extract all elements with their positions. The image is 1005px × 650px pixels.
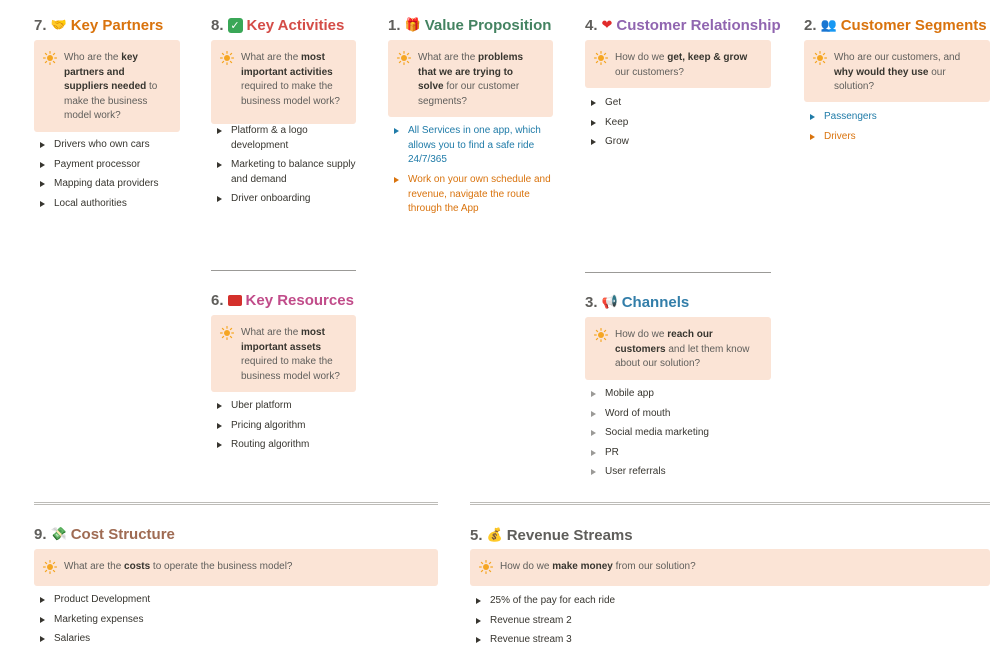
divider: [585, 272, 771, 273]
divider: [211, 270, 356, 271]
list-item: Mapping data providers: [34, 177, 184, 192]
key-activities-list: [211, 124, 356, 212]
lightbulb-icon: [479, 560, 493, 574]
check-mark-icon: ✓: [228, 18, 243, 33]
section-title: Cost Structure: [70, 525, 175, 543]
list-item: Salaries: [34, 632, 438, 647]
divider: [470, 502, 990, 505]
list-item: Grow: [585, 135, 771, 150]
people-icon: 👥: [820, 17, 837, 33]
list-item: Revenue stream 2: [470, 614, 990, 629]
cost-structure-callout: What are the costs to operate the business model?: [34, 549, 438, 586]
revenue-streams-heading: [470, 524, 770, 546]
list-item: Marketing to balance supply and demand: [211, 158, 356, 187]
customer-segments-heading: [804, 14, 1004, 36]
value-proposition-passengers-list: [388, 124, 553, 173]
toolbox-icon: [228, 295, 242, 306]
channels-heading: [585, 291, 775, 313]
section-title: Key Partners: [70, 16, 164, 34]
key-activities-callout: What are the most important activities required to make the business model work?: [211, 40, 356, 124]
cost-structure-heading: [34, 523, 334, 545]
customer-relationship-callout: How do we get, keep & grow our customers?: [585, 40, 771, 88]
value-proposition-callout: What are the problems that we are trying to solve for our customer segments?: [388, 40, 553, 117]
list-item: 25% of the pay for each ride: [470, 594, 990, 609]
lightbulb-icon: [43, 560, 57, 574]
customer-segments-section: [804, 14, 1004, 36]
section-number: 3.: [585, 293, 598, 311]
section-title: Channels: [621, 293, 690, 311]
customer-segments-callout: Who are our customers, and why would they use our solution?: [804, 40, 990, 102]
lightbulb-icon: [220, 51, 234, 65]
key-partners-section: [34, 14, 180, 36]
list-item: Routing algorithm: [211, 438, 356, 453]
list-item: All Services in one app, which allows you to find a safe ride 24/7/365: [388, 124, 553, 168]
lightbulb-icon: [813, 51, 827, 65]
key-resources-callout: What are the most important assets required to make the business model work?: [211, 315, 356, 392]
money-bag-icon: 💰: [486, 527, 503, 543]
list-item: Product Development: [34, 593, 438, 608]
key-activities-section: [211, 14, 361, 36]
channels-callout: How do we reach our customers and let them know about our solution?: [585, 317, 771, 380]
list-item: Local authorities: [34, 197, 184, 212]
channels-list: [585, 387, 771, 485]
revenue-streams-section: [470, 524, 770, 546]
section-number: 1.: [388, 16, 401, 34]
lightbulb-icon: [594, 51, 608, 65]
key-partners-list: [34, 138, 184, 216]
customer-segments-drivers-list: [804, 130, 990, 150]
value-proposition-section: [388, 14, 558, 36]
section-title: Key Activities: [246, 16, 345, 34]
list-item: Pricing algorithm: [211, 419, 356, 434]
key-resources-heading: [211, 289, 361, 311]
section-number: 6.: [211, 291, 224, 309]
revenue-streams-list: [470, 594, 990, 650]
channels-section: [585, 291, 775, 313]
section-title: Customer Relationship: [616, 16, 781, 34]
list-item: Work on your own schedule and revenue, navigate the route through the App: [388, 173, 553, 217]
money-wings-icon: 💸: [50, 526, 67, 542]
list-item: Get: [585, 96, 771, 111]
section-title: Value Proposition: [424, 16, 552, 34]
cost-structure-section: [34, 523, 334, 545]
section-title: Key Resources: [245, 291, 354, 309]
section-number: 8.: [211, 16, 224, 34]
value-proposition-heading: [388, 14, 558, 36]
section-number: 9.: [34, 525, 47, 543]
divider: [34, 502, 438, 505]
list-item: Platform & a logo development: [211, 124, 356, 153]
key-partners-callout: Who are the key partners and suppliers needed to make the business model work?: [34, 40, 180, 132]
customer-relationship-heading: [585, 14, 780, 36]
section-number: 2.: [804, 16, 817, 34]
megaphone-icon: 📢: [601, 294, 618, 310]
key-resources-list: [211, 399, 356, 458]
section-title: Revenue Streams: [506, 526, 633, 544]
list-item: Marketing expenses: [34, 613, 438, 628]
key-activities-heading: [211, 14, 361, 36]
lightbulb-icon: [594, 328, 608, 342]
key-partners-heading: [34, 14, 180, 36]
gift-icon: 🎁: [404, 17, 421, 33]
handshake-icon: 🤝: [50, 17, 67, 33]
lightbulb-icon: [43, 51, 57, 65]
key-resources-section: [211, 289, 361, 311]
section-number: 7.: [34, 16, 47, 34]
list-item: Driver onboarding: [211, 192, 356, 207]
list-item: Passengers: [804, 110, 990, 125]
list-item: Uber platform: [211, 399, 356, 414]
revenue-streams-callout: How do we make money from our solution?: [470, 549, 990, 586]
list-item: Mobile app: [585, 387, 771, 402]
cost-structure-list: [34, 593, 438, 650]
section-number: 5.: [470, 526, 483, 544]
section-title: Customer Segments: [840, 16, 987, 34]
list-item: Word of mouth: [585, 407, 771, 422]
list-item: Drivers: [804, 130, 990, 145]
customer-relationship-section: [585, 14, 780, 36]
customer-segments-passengers-list: [804, 110, 990, 130]
lightbulb-icon: [220, 326, 234, 340]
section-number: 4.: [585, 16, 598, 34]
list-item: User referrals: [585, 465, 771, 480]
list-item: Drivers who own cars: [34, 138, 184, 153]
lightbulb-icon: [397, 51, 411, 65]
list-item: Revenue stream 3: [470, 633, 990, 648]
list-item: PR: [585, 446, 771, 461]
list-item: Keep: [585, 116, 771, 131]
customer-relationship-list: [585, 96, 771, 155]
list-item: Payment processor: [34, 158, 184, 173]
heart-icon: ❤: [601, 17, 613, 33]
list-item: Social media marketing: [585, 426, 771, 441]
value-proposition-drivers-list: [388, 173, 553, 222]
